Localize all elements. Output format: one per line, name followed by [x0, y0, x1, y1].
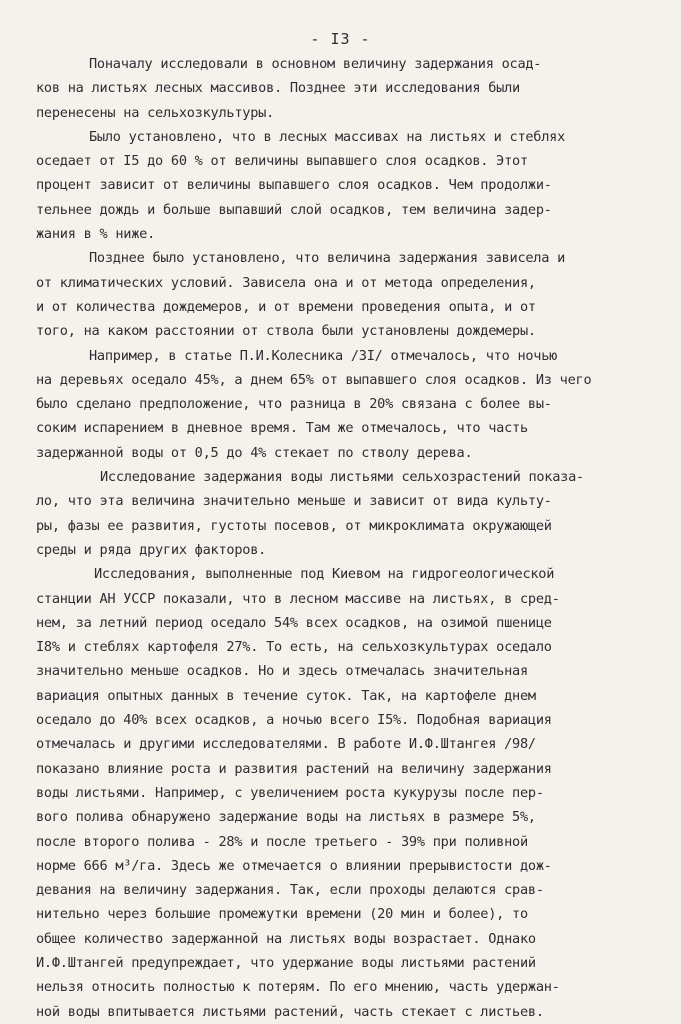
text-line: общее количество задержанной на листьях воды возрастает. Однако: [36, 930, 536, 947]
text-line: оседало до 40% всех осадков, а ночью всего I5%. Подобная вариация: [36, 712, 552, 729]
text-line: процент зависит от величины выпавшего слоя осадков. Чем продолжи-: [36, 177, 552, 194]
text-line: норме 666 м³/га. Здесь же отмечается о влиянии прерывистости дож-: [36, 857, 552, 874]
text-line: соким испарением в дневное время. Там же отмечалось, что часть: [36, 420, 528, 437]
text-line: среды и ряда других факторов.: [36, 541, 267, 558]
text-line: ры, фазы ее развития, густоты посевов, от микроклимата окружающей: [36, 517, 552, 534]
text-line: Позднее было установлено, что величина задержания зависела и: [89, 250, 566, 267]
text-line: показано влияние роста и развития растений на величину задержания: [36, 760, 552, 777]
text-line: задержанной воды от 0,5 до 4% стекает по стволу дерева.: [36, 444, 473, 461]
text-line: ло, что эта величина значительно меньше и зависит от вида культу-: [36, 493, 552, 510]
text-line: вариация опытных данных в течение суток. Так, на картофеле днем: [36, 687, 536, 704]
text-line: Исследования, выполненные под Киевом на гидрогеологической: [94, 566, 555, 583]
text-line: И.Ф.Штангей предупреждает, что удержание воды листьями растений: [36, 954, 536, 971]
text-line: вого полива обнаружено задержание воды на листьях в размере 5%,: [36, 809, 536, 826]
text-line: Поначалу исследовали в основном величину задержания осад-: [89, 56, 542, 72]
text-line: ной воды впитывается листьями растений, часть стекает с листьев.: [36, 1003, 544, 1020]
text-line: нем, за летний период оседало 54% всех осадков, на озимой пшенице: [36, 614, 552, 631]
text-line: Было установлено, что в лесных массивах на листьях и стеблях: [89, 128, 566, 145]
text-line: значительно меньше осадков. Но и здесь отмечалась значительная: [36, 663, 528, 680]
text-line: нельзя относить полностью к потерям. По его мнению, часть удержан-: [36, 979, 560, 996]
text-line: было сделано предположение, что разница в 20% связана с более вы-: [36, 396, 552, 413]
text-line: отмечалась и другими исследователями. В работе И.Ф.Штангея /98/: [36, 736, 536, 753]
text-line: на деревьях оседало 45%, а днем 65% от выпавшего слоя осадков. Из чего: [36, 371, 592, 388]
text-line: и от количества дождемеров, и от времени проведения опыта, и от: [36, 298, 536, 315]
text-line: девания на величину задержания. Так, если проходы делаются срав-: [36, 882, 544, 899]
text-line: тельнее дождь и больше выпавший слой осадков, тем величина задер-: [36, 201, 552, 218]
text-line: нительно через большие промежутки времени (20 мин и более), то: [36, 906, 528, 923]
text-line: Исследование задержания воды листьями сельхозрастений показа-: [100, 469, 584, 486]
text-line: после второго полива - 28% и после третьего - 39% при поливной: [36, 833, 528, 850]
text-line: воды листьями. Например, с увеличением роста кукурузы после пер-: [36, 784, 544, 801]
text-line: от климатических условий. Зависела она и от метода определения,: [36, 274, 536, 291]
text-line: станции АН УССР показали, что в лесном массиве на листьях, в сред-: [36, 590, 560, 607]
body-text: [36, 52, 646, 1024]
text-line: того, на каком расстоянии от ствола были установлены дождемеры.: [36, 323, 536, 340]
text-line: I8% и стеблях картофеля 27%. То есть, на сельхозкультурах оседало: [36, 639, 552, 656]
text-line: перенесены на сельхозкультуры.: [36, 104, 275, 121]
text-line: жания в % ниже.: [36, 226, 156, 243]
text-line: ков на листьях лесных массивов. Позднее эти исследования были: [36, 80, 520, 97]
text-line: оседает от I5 до 60 % от величины выпавшего слоя осадков. Этот: [36, 153, 528, 170]
text-line: Например, в статье П.И.Колесника /3I/ отмечалось, что ночью: [89, 347, 558, 364]
page-number: - I3 -: [310, 30, 371, 48]
